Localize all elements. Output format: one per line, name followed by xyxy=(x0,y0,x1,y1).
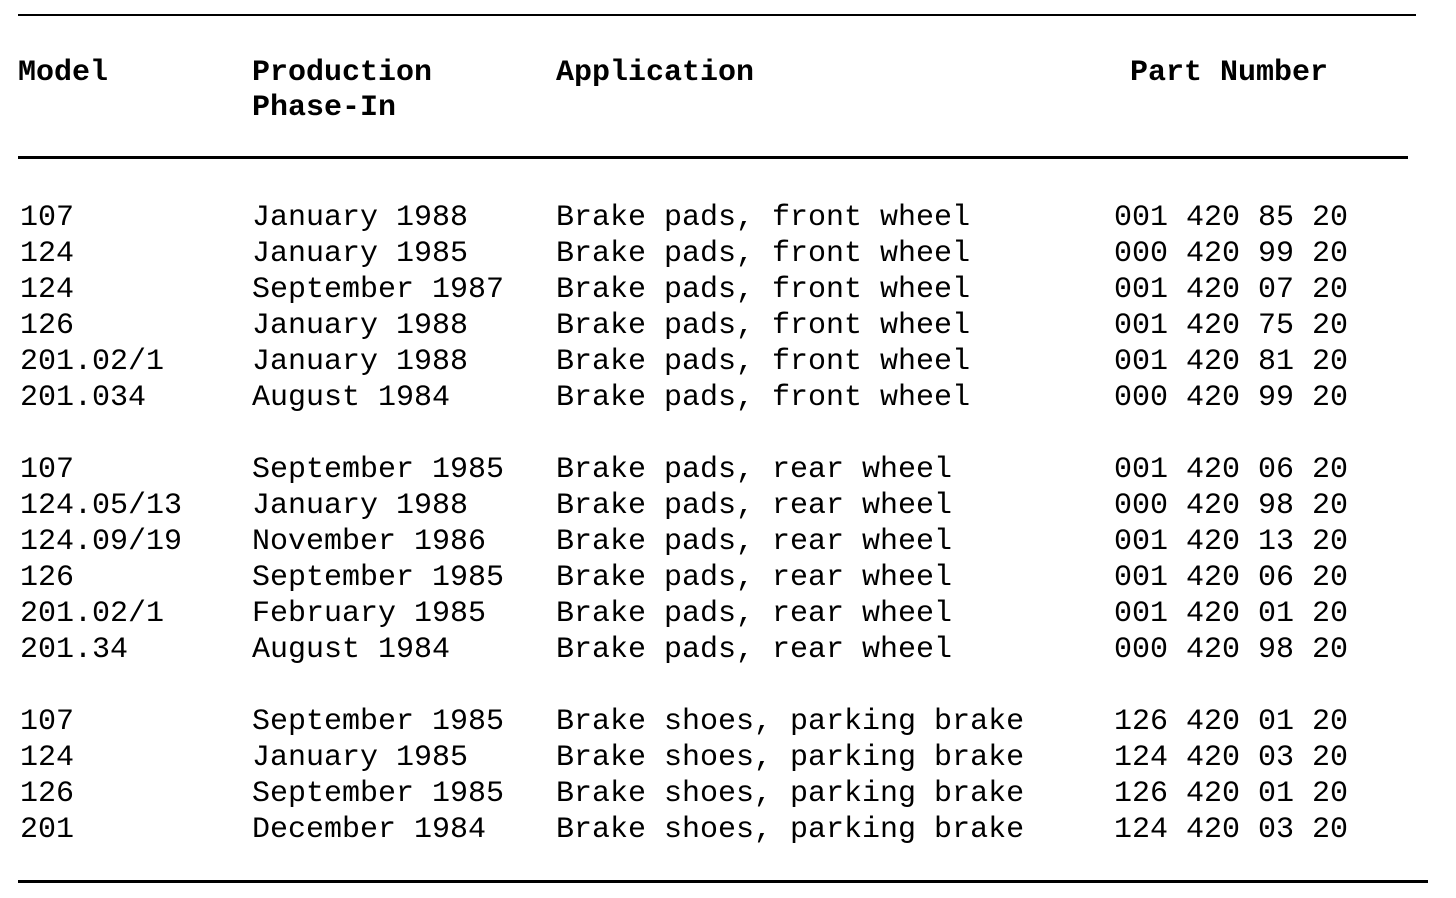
cell-application: Brake pads, rear wheel xyxy=(556,453,953,487)
cell-application: Brake pads, front wheel xyxy=(556,381,971,415)
top-rule xyxy=(18,14,1416,16)
cell-application: Brake pads, front wheel xyxy=(556,345,971,379)
cell-production: August 1984 xyxy=(252,381,451,415)
table-row xyxy=(0,776,1456,812)
cell-part-number: 000 420 98 20 xyxy=(1114,489,1349,523)
cell-part-number: 126 420 01 20 xyxy=(1114,777,1349,811)
cell-part-number: 001 420 81 20 xyxy=(1114,345,1349,379)
cell-model: 124.05/13 xyxy=(20,489,183,523)
cell-application: Brake pads, rear wheel xyxy=(556,489,953,523)
cell-model: 126 xyxy=(20,561,75,595)
cell-production: January 1988 xyxy=(252,345,469,379)
header-part-number: Part Number xyxy=(1130,56,1329,90)
cell-production: December 1984 xyxy=(252,813,487,847)
cell-model: 126 xyxy=(20,777,75,811)
table-row xyxy=(0,380,1456,416)
cell-application: Brake pads, rear wheel xyxy=(556,561,953,595)
cell-model: 126 xyxy=(20,309,75,343)
cell-part-number: 124 420 03 20 xyxy=(1114,813,1349,847)
cell-part-number: 001 420 01 20 xyxy=(1114,597,1349,631)
cell-production: January 1988 xyxy=(252,489,469,523)
cell-application: Brake pads, front wheel xyxy=(556,201,971,235)
cell-part-number: 001 420 06 20 xyxy=(1114,561,1349,595)
cell-production: January 1988 xyxy=(252,201,469,235)
cell-application: Brake pads, front wheel xyxy=(556,309,971,343)
cell-production: September 1985 xyxy=(252,777,505,811)
cell-part-number: 001 420 75 20 xyxy=(1114,309,1349,343)
row-group xyxy=(0,452,1456,668)
table-row xyxy=(0,308,1456,344)
cell-model: 124 xyxy=(20,273,75,307)
cell-application: Brake shoes, parking brake xyxy=(556,813,1025,847)
cell-production: January 1988 xyxy=(252,309,469,343)
table-row xyxy=(0,596,1456,632)
header-model: Model xyxy=(18,56,109,90)
table-row xyxy=(0,632,1456,668)
cell-model: 201 xyxy=(20,813,75,847)
cell-model: 201.34 xyxy=(20,633,129,667)
cell-application: Brake shoes, parking brake xyxy=(556,741,1025,775)
table-body xyxy=(0,200,1456,884)
cell-model: 124 xyxy=(20,237,75,271)
header-production-line1: Production xyxy=(252,56,433,90)
header-application: Application xyxy=(556,56,755,90)
table-row xyxy=(0,236,1456,272)
table-row xyxy=(0,740,1456,776)
table-row xyxy=(0,200,1456,236)
cell-application: Brake pads, front wheel xyxy=(556,237,971,271)
cell-application: Brake shoes, parking brake xyxy=(556,777,1025,811)
cell-production: February 1985 xyxy=(252,597,487,631)
bottom-rule xyxy=(18,880,1428,883)
cell-production: November 1986 xyxy=(252,525,487,559)
cell-model: 201.034 xyxy=(20,381,147,415)
cell-application: Brake pads, front wheel xyxy=(556,273,971,307)
cell-production: January 1985 xyxy=(252,741,469,775)
cell-application: Brake pads, rear wheel xyxy=(556,597,953,631)
cell-model: 107 xyxy=(20,453,75,487)
cell-application: Brake pads, rear wheel xyxy=(556,633,953,667)
cell-model: 124 xyxy=(20,741,75,775)
cell-application: Brake pads, rear wheel xyxy=(556,525,953,559)
table-row xyxy=(0,704,1456,740)
table-row xyxy=(0,524,1456,560)
table-row xyxy=(0,560,1456,596)
cell-part-number: 001 420 06 20 xyxy=(1114,453,1349,487)
cell-model: 201.02/1 xyxy=(20,345,165,379)
cell-model: 107 xyxy=(20,705,75,739)
table-row xyxy=(0,272,1456,308)
cell-production: August 1984 xyxy=(252,633,451,667)
header-rule xyxy=(18,156,1408,159)
cell-production: January 1985 xyxy=(252,237,469,271)
cell-production: September 1987 xyxy=(252,273,505,307)
cell-production: September 1985 xyxy=(252,705,505,739)
table-row xyxy=(0,344,1456,380)
cell-part-number: 124 420 03 20 xyxy=(1114,741,1349,775)
table-row xyxy=(0,452,1456,488)
table-row xyxy=(0,488,1456,524)
cell-application: Brake shoes, parking brake xyxy=(556,705,1025,739)
cell-part-number: 126 420 01 20 xyxy=(1114,705,1349,739)
row-group xyxy=(0,704,1456,848)
cell-part-number: 001 420 13 20 xyxy=(1114,525,1349,559)
header-production-line2: Phase-In xyxy=(252,91,397,125)
cell-part-number: 000 420 99 20 xyxy=(1114,237,1349,271)
cell-model: 201.02/1 xyxy=(20,597,165,631)
cell-part-number: 000 420 99 20 xyxy=(1114,381,1349,415)
cell-model: 124.09/19 xyxy=(20,525,183,559)
cell-part-number: 001 420 85 20 xyxy=(1114,201,1349,235)
table-row xyxy=(0,812,1456,848)
header-production xyxy=(252,56,432,126)
row-group xyxy=(0,200,1456,416)
cell-part-number: 000 420 98 20 xyxy=(1114,633,1349,667)
cell-production: September 1985 xyxy=(252,453,505,487)
cell-production: September 1985 xyxy=(252,561,505,595)
cell-part-number: 001 420 07 20 xyxy=(1114,273,1349,307)
cell-model: 107 xyxy=(20,201,75,235)
